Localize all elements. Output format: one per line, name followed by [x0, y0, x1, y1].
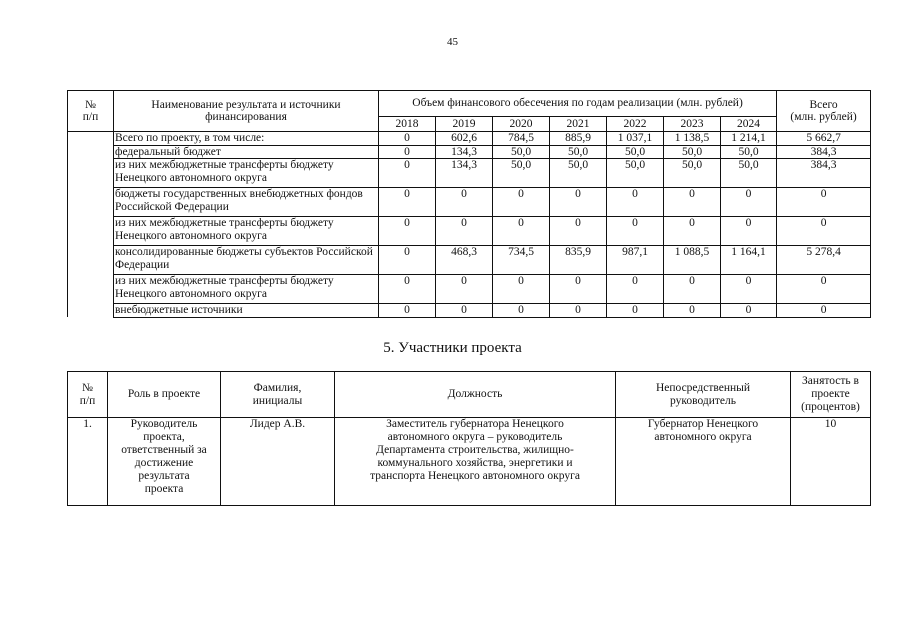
table-row	[68, 132, 871, 146]
cell-num	[68, 217, 114, 246]
cell-value: 50,0	[607, 159, 664, 188]
header-num: № п/п	[68, 91, 114, 132]
cell-value: 0	[664, 217, 721, 246]
header-year: 2022	[607, 117, 664, 132]
cell-source-name: бюджеты государственных внебюджетных фондов Российской Федерации	[114, 188, 379, 217]
cell-value: 0	[436, 217, 493, 246]
header-role: Роль в проекте	[108, 372, 221, 418]
cell-num	[68, 159, 114, 188]
cell-source-name: консолидированные бюджеты субъектов Российской Федерации	[114, 246, 379, 275]
cell-num: 1.	[68, 418, 108, 506]
cell-value: 602,6	[436, 132, 493, 146]
cell-value: 1 037,1	[607, 132, 664, 146]
cell-total: 0	[777, 304, 871, 318]
cell-value: 0	[721, 188, 777, 217]
cell-value: 0	[493, 217, 550, 246]
table-row	[68, 188, 871, 217]
header-name: Наименование результата и источники финансирования	[114, 91, 379, 132]
cell-value: 0	[664, 304, 721, 318]
header-volume: Объем финансового обесечения по годам реализации (млн. рублей)	[379, 91, 777, 117]
cell-value: 0	[607, 188, 664, 217]
cell-value: 0	[664, 188, 721, 217]
cell-num	[68, 132, 114, 146]
cell-num	[68, 145, 114, 159]
cell-value: 0	[379, 246, 436, 275]
financing-table	[67, 90, 871, 318]
cell-value: 50,0	[493, 145, 550, 159]
cell-value: 50,0	[664, 145, 721, 159]
table-row	[68, 418, 871, 506]
cell-value: 50,0	[550, 159, 607, 188]
section-title: 5. Участники проекта	[383, 340, 522, 356]
cell-value: 0	[721, 304, 777, 318]
header-year: 2023	[664, 117, 721, 132]
cell-value: 0	[493, 188, 550, 217]
cell-value: 50,0	[664, 159, 721, 188]
cell-value: 987,1	[607, 246, 664, 275]
cell-position: Заместитель губернатора Ненецкого автономного округа – руководитель Департамента строительства, жилищно- коммунального хозяйства, энергетики и транспорта Ненецкого автономного округа	[335, 418, 616, 506]
cell-value: 0	[721, 217, 777, 246]
cell-value: 0	[379, 304, 436, 318]
cell-value: 0	[493, 275, 550, 304]
header-num: № п/п	[68, 372, 108, 418]
cell-value: 0	[379, 159, 436, 188]
table-row	[68, 217, 871, 246]
cell-value: 0	[436, 304, 493, 318]
cell-total: 384,3	[777, 145, 871, 159]
header-year: 2021	[550, 117, 607, 132]
cell-value: 468,3	[436, 246, 493, 275]
cell-value: 0	[664, 275, 721, 304]
cell-value: 0	[379, 275, 436, 304]
cell-value: 0	[436, 188, 493, 217]
cell-value: 134,3	[436, 159, 493, 188]
cell-value: 0	[550, 304, 607, 318]
table-row	[68, 145, 871, 159]
cell-value: 134,3	[436, 145, 493, 159]
table-row	[68, 275, 871, 304]
cell-value: 0	[379, 188, 436, 217]
header-year: 2019	[436, 117, 493, 132]
cell-value: 0	[550, 217, 607, 246]
cell-value: 0	[379, 145, 436, 159]
cell-value: 835,9	[550, 246, 607, 275]
header-name: Фамилия, инициалы	[221, 372, 335, 418]
header-load: Занятость в проекте (процентов)	[791, 372, 871, 418]
cell-supervisor: Губернатор Ненецкого автономного округа	[616, 418, 791, 506]
cell-num	[68, 275, 114, 304]
header-supervisor: Непосредственный руководитель	[616, 372, 791, 418]
cell-total: 5 278,4	[777, 246, 871, 275]
participants-table	[67, 371, 871, 506]
cell-value: 734,5	[493, 246, 550, 275]
cell-value: 0	[550, 275, 607, 304]
cell-name: Лидер А.В.	[221, 418, 335, 506]
cell-source-name: из них межбюджетные трансферты бюджету Ненецкого автономного округа	[114, 159, 379, 188]
cell-value: 0	[379, 132, 436, 146]
cell-value: 50,0	[607, 145, 664, 159]
cell-total: 384,3	[777, 159, 871, 188]
table-row	[68, 246, 871, 275]
cell-value: 1 138,5	[664, 132, 721, 146]
cell-value: 885,9	[550, 132, 607, 146]
cell-value: 0	[550, 188, 607, 217]
cell-num	[68, 188, 114, 217]
header-year: 2024	[721, 117, 777, 132]
cell-source-name: из них межбюджетные трансферты бюджету Ненецкого автономного округа	[114, 217, 379, 246]
cell-value: 1 088,5	[664, 246, 721, 275]
table-row	[68, 159, 871, 188]
cell-source-name: Всего по проекту, в том числе:	[114, 132, 379, 146]
cell-value: 784,5	[493, 132, 550, 146]
page-number: 45	[447, 36, 458, 48]
cell-value: 0	[721, 275, 777, 304]
cell-total: 0	[777, 217, 871, 246]
cell-value: 0	[493, 304, 550, 318]
header-total: Всего (млн. рублей)	[777, 91, 871, 132]
cell-value: 0	[607, 217, 664, 246]
cell-num	[68, 246, 114, 275]
cell-value: 1 214,1	[721, 132, 777, 146]
cell-value: 50,0	[721, 145, 777, 159]
table-row	[68, 304, 871, 318]
cell-source-name: внебюджетные источники	[114, 304, 379, 318]
cell-total: 5 662,7	[777, 132, 871, 146]
cell-value: 50,0	[493, 159, 550, 188]
cell-source-name: федеральный бюджет	[114, 145, 379, 159]
header-year: 2018	[379, 117, 436, 132]
header-year: 2020	[493, 117, 550, 132]
cell-total: 0	[777, 188, 871, 217]
header-position: Должность	[335, 372, 616, 418]
cell-source-name: из них межбюджетные трансферты бюджету Ненецкого автономного округа	[114, 275, 379, 304]
cell-load: 10	[791, 418, 871, 506]
cell-value: 0	[379, 217, 436, 246]
cell-value: 1 164,1	[721, 246, 777, 275]
cell-value: 0	[436, 275, 493, 304]
cell-value: 0	[607, 304, 664, 318]
cell-value: 50,0	[550, 145, 607, 159]
cell-total: 0	[777, 275, 871, 304]
cell-num	[68, 304, 114, 318]
cell-role: Руководитель проекта, ответственный за достижение результата проекта	[108, 418, 221, 506]
cell-value: 0	[607, 275, 664, 304]
cell-value: 50,0	[721, 159, 777, 188]
